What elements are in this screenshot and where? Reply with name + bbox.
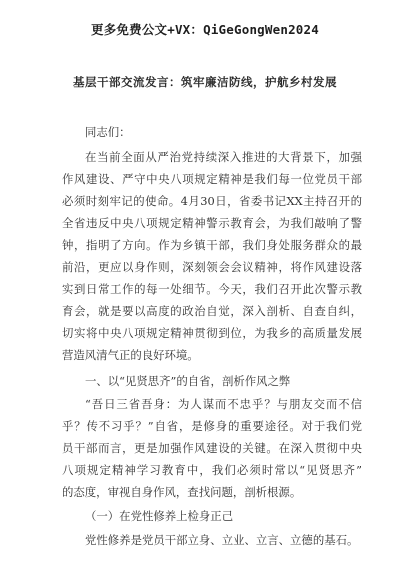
paragraph-line: 营造风清气正的良好环境。 — [62, 348, 199, 362]
paragraph-line: 党性修养是党员干部立身、立业、立言、立德的基石。 — [85, 533, 359, 547]
salutation: 同志们： — [85, 125, 131, 139]
paragraph-line: 全省违反中央八项规定精神警示教育会，为我们敲响了警 — [62, 216, 362, 230]
paragraph-line: 员干部而言，更是加强作风建设的关键。在深入贯彻中央 — [62, 441, 362, 455]
paragraph-line: 的态度，审视自身作风，查找问题，剖析根源。 — [62, 485, 302, 499]
paragraph-line: 乎？传不习乎？”自省，是修身的重要途径。对于我们党 — [62, 419, 362, 433]
paragraph-line: 八项规定精神学习教育中，我们必须时常以“见贤思齐” — [62, 463, 362, 477]
paragraph-line: “吾日三省吾身：为人谋而不忠乎？与朋友交而不信 — [85, 397, 362, 411]
paragraph-line: 育会，就是要以高度的政治自觉，深入剖析、自查自纠， — [62, 304, 362, 318]
paragraph-line: 切实将中央八项规定精神贯彻到位，为我乡的高质量发展 — [62, 326, 362, 340]
watermark-header: 更多免费公文+VX：QiGeGongWen2024 — [91, 22, 319, 37]
paragraph-line: 在当前全面从严治党持续深入推进的大背景下，加强 — [85, 150, 362, 164]
paragraph-line: 必须时刻牢记的使命。4月30日，省委书记XX主持召开的 — [62, 194, 362, 208]
paragraph-line: 前沿，更应以身作则，深刻领会会议精神，将作风建设落 — [62, 260, 362, 274]
document-title: 基层干部交流发言：筑牢廉洁防线，护航乡村发展 — [73, 75, 337, 89]
paragraph-line: 钟，指明了方向。作为乡镇干部，我们身处服务群众的最 — [62, 238, 362, 252]
paragraph-line: 作风建设、严守中央八项规定精神是我们每一位党员干部 — [62, 172, 362, 186]
paragraph-line: 实到日常工作的每一处细节。今天，我们召开此次警示教 — [62, 282, 362, 296]
section-heading: 一、以“见贤思齐”的自省，剖析作风之弊 — [85, 374, 291, 388]
subsection-heading: （一）在党性修养上检身正己 — [85, 509, 234, 523]
